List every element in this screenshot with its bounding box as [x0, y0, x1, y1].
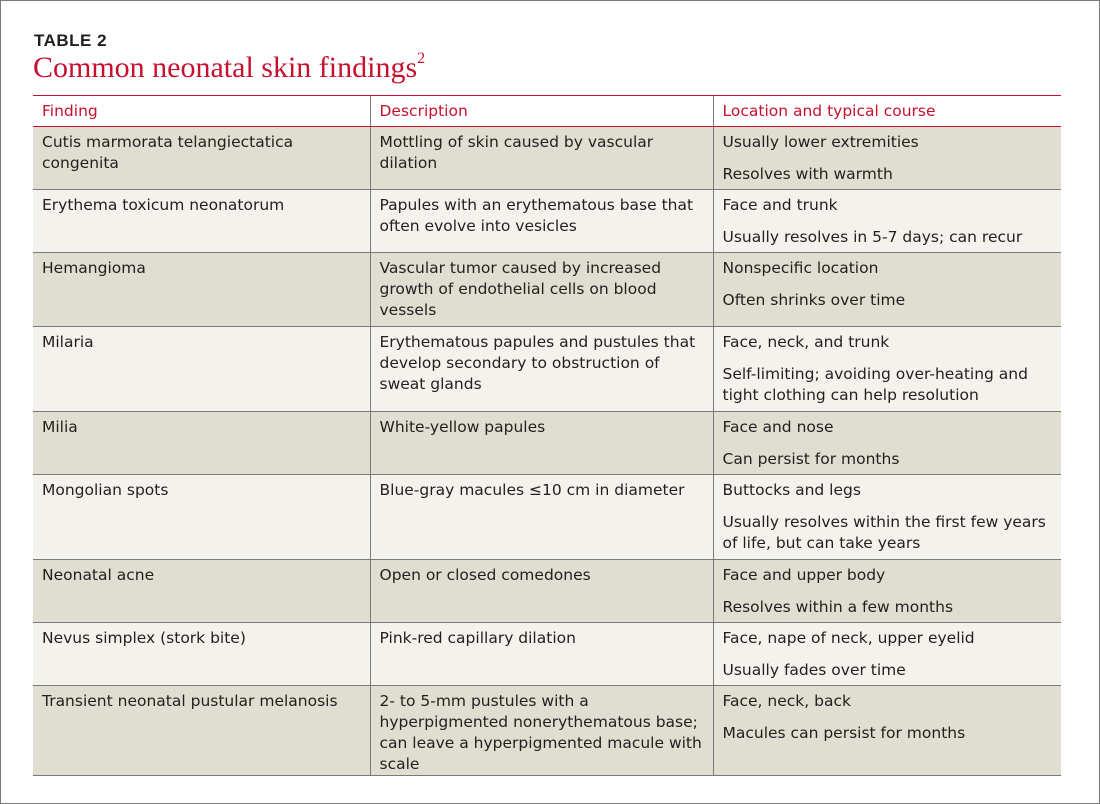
location-course-cell — [713, 253, 1061, 327]
location-course-cell — [713, 190, 1061, 253]
finding-cell: Neonatal acne — [33, 560, 370, 623]
course-text: Usually fades over time — [722, 661, 906, 679]
column-header-location: Location and typical course — [713, 96, 1061, 127]
table-row — [33, 190, 1061, 253]
table-row — [33, 327, 1061, 412]
location-course-cell — [713, 623, 1061, 686]
finding-cell: Nevus simplex (stork bite) — [33, 623, 370, 686]
location-text: Face and upper body — [722, 566, 886, 584]
location-course-cell — [713, 127, 1061, 190]
description-cell: 2- to 5-mm pustules with a hyperpigmented nonerythematous base; can leave a hyperpigmented macule with scale — [370, 686, 713, 776]
description-cell: Pink-red capillary dilation — [370, 623, 713, 686]
finding-cell: Cutis marmorata telangiectatica congenita — [33, 127, 370, 190]
course-text: Usually resolves in 5-7 days; can recur — [722, 228, 1023, 246]
course-text: Resolves with warmth — [722, 165, 893, 183]
course-text: Macules can persist for months — [722, 724, 966, 742]
location-text: Face, neck, and trunk — [722, 333, 890, 351]
finding-cell: Transient neonatal pustular melanosis — [33, 686, 370, 776]
location-text: Face, nape of neck, upper eyelid — [722, 629, 975, 647]
course-text: Often shrinks over time — [722, 291, 906, 309]
title-reference: 2 — [417, 50, 426, 67]
skin-findings-table — [33, 95, 1061, 776]
table-row — [33, 127, 1061, 190]
table-header-row — [33, 96, 1061, 127]
location-text: Usually lower extremities — [722, 133, 919, 151]
location-text: Face and nose — [722, 418, 834, 436]
description-cell: Erythematous papules and pustules that develop secondary to obstruction of sweat glands — [370, 327, 713, 412]
location-course-cell — [713, 560, 1061, 623]
table-row — [33, 623, 1061, 686]
location-course-cell — [713, 412, 1061, 475]
location-course-cell — [713, 475, 1061, 560]
table-label: TABLE 2 — [34, 31, 108, 50]
table-row — [33, 560, 1061, 623]
location-course-cell — [713, 327, 1061, 412]
title-text: Common neonatal skin findings — [33, 51, 418, 84]
location-text: Nonspecific location — [722, 259, 879, 277]
column-header-finding: Finding — [33, 96, 370, 127]
table-row — [33, 686, 1061, 776]
location-text: Face and trunk — [722, 196, 838, 214]
course-text: Resolves within a few months — [722, 598, 954, 616]
description-cell: Blue-gray macules ≤10 cm in diameter — [370, 475, 713, 560]
course-text: Self-limiting; avoiding over-heating and tight clothing can help resolution — [722, 365, 1028, 404]
skin-findings-table-wrapper — [33, 95, 1061, 776]
finding-cell: Milia — [33, 412, 370, 475]
description-cell: Mottling of skin caused by vascular dilation — [370, 127, 713, 190]
finding-cell: Milaria — [33, 327, 370, 412]
description-cell: Open or closed comedones — [370, 560, 713, 623]
finding-cell: Mongolian spots — [33, 475, 370, 560]
table-title — [33, 51, 425, 85]
location-course-cell — [713, 686, 1061, 776]
location-text: Face, neck, back — [722, 692, 851, 710]
table-row — [33, 475, 1061, 560]
description-cell: Papules with an erythematous base that often evolve into vesicles — [370, 190, 713, 253]
finding-cell: Erythema toxicum neonatorum — [33, 190, 370, 253]
location-text: Buttocks and legs — [722, 481, 861, 499]
description-cell: Vascular tumor caused by increased growth of endothelial cells on blood vessels — [370, 253, 713, 327]
table-row — [33, 412, 1061, 475]
table-row — [33, 253, 1061, 327]
description-cell: White-yellow papules — [370, 412, 713, 475]
course-text: Can persist for months — [722, 450, 900, 468]
finding-cell: Hemangioma — [33, 253, 370, 327]
column-header-description: Description — [370, 96, 713, 127]
course-text: Usually resolves within the first few years of life, but can take years — [722, 513, 1046, 552]
